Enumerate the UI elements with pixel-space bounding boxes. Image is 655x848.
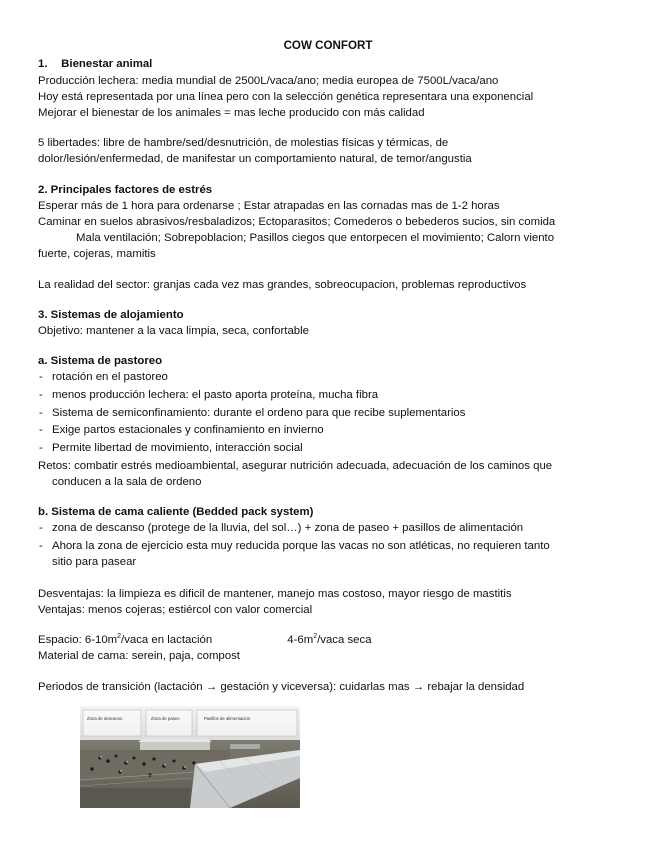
bedded-pack-list bbox=[38, 520, 618, 570]
s2-line-2: Caminar en suelos abrasivos/resbaladizos; Ectoparasitos; Comederos o bebederos sucios, sin comida bbox=[38, 215, 556, 228]
grazing-list bbox=[38, 369, 618, 456]
s3-objective: Objetivo: mantener a la vaca limpia, seca, confortable bbox=[38, 324, 309, 337]
barn-photo bbox=[80, 706, 300, 808]
space-lactation: Espacio: $6-10m^2$/vaca en lactación bbox=[38, 633, 213, 647]
retos-line-1: Retos: combatir estrés medioambiental, asegurar nutrición adecuada, adecuación de los caminos que bbox=[38, 459, 553, 472]
section-1-number: 1. bbox=[38, 58, 48, 71]
label-rest-zone: Zona de descanso bbox=[87, 716, 123, 721]
list-item: - rotación en el pastoreo bbox=[38, 369, 618, 385]
bedding-material: Material de cama: serein, paja, compost bbox=[38, 650, 240, 663]
list-item-line: sitio para pasear bbox=[52, 556, 137, 569]
list-item: - Permite libertad de movimiento, interacción social bbox=[38, 440, 618, 456]
retos-line-2: conducen a la sala de ordeno bbox=[52, 475, 202, 488]
s1-line-1: Producción lechera: media mundial de 2500L/vaca/ano; media europea de 7500L/vaca/ano bbox=[38, 74, 499, 87]
section-2-heading: 2. Principales factores de estrés bbox=[38, 183, 213, 196]
document-title: COW CONFORT bbox=[283, 39, 373, 52]
barn-photo-illustration bbox=[80, 706, 300, 808]
sector-reality: La realidad del sector: granjas cada vez mas grandes, sobreocupacion, problemas reproductivos bbox=[38, 278, 527, 291]
list-item bbox=[38, 538, 618, 570]
section-3-heading: 3. Sistemas de alojamiento bbox=[38, 308, 184, 321]
section-1-title: Bienestar animal bbox=[61, 58, 153, 71]
s2-line-1: Esperar más de 1 hora para ordenarse ; Estar atrapadas en las cornadas mas de 1-2 horas bbox=[38, 199, 500, 212]
space-line bbox=[38, 632, 618, 648]
list-item: - zona de descanso (protege de la lluvia, del sol…) + zona de paseo + pasillos de alimentación bbox=[38, 520, 618, 536]
section-a-heading: a. Sistema de pastoreo bbox=[38, 355, 163, 368]
space-dry: $4-6m^2$/vaca seca bbox=[287, 633, 372, 647]
document-page bbox=[38, 38, 618, 695]
advantages: Ventajas: menos cojeras; estiércol con valor comercial bbox=[38, 604, 313, 617]
list-item-line: Ahora la zona de ejercicio esta muy reducida porque las vacas no son atléticas, no requieren tanto bbox=[52, 539, 550, 552]
section-b-heading: b. Sistema de cama caliente (Bedded pack system) bbox=[38, 506, 314, 519]
freedoms-line-2: dolor/lesión/enfermedad, de manifestar un comportamiento natural, de temor/angustia bbox=[38, 153, 472, 166]
transition-periods: Periodos de transición (lactación → gestación y viceversa): cuidarlas mas → rebajar la densidad bbox=[38, 680, 525, 693]
s1-line-3: Mejorar el bienestar de los animales = mas leche producido con más calidad bbox=[38, 107, 425, 120]
list-item: - Sistema de semiconfinamiento: durante el ordeno para que recibe suplementarios bbox=[38, 405, 618, 421]
disadvantages: Desventajas: la limpieza es dificil de mantener, manejo mas costoso, mayor riesgo de mastitis bbox=[38, 587, 512, 600]
s2-line-4: fuerte, cojeras, mamitis bbox=[38, 248, 156, 261]
list-item: - Exige partos estacionales y confinamiento en invierno bbox=[38, 422, 618, 438]
label-walk-zone: Zona de paseo bbox=[151, 716, 180, 721]
s1-line-2: Hoy está representada por una línea pero con la selección genética representara una exponencial bbox=[38, 90, 534, 103]
label-feed-alley: Pasillos de alimentación bbox=[204, 716, 251, 721]
s2-line-3: Mala ventilación; Sobrepoblacion; Pasillos ciegos que entorpecen el movimiento; Calorn viento bbox=[76, 232, 555, 245]
freedoms-line-1: 5 libertades: libre de hambre/sed/desnutrición, de molestias físicas y térmicas, de bbox=[38, 137, 449, 150]
section-1-heading bbox=[38, 56, 618, 72]
list-item: - menos producción lechera: el pasto aporta proteína, mucha fibra bbox=[38, 387, 618, 403]
